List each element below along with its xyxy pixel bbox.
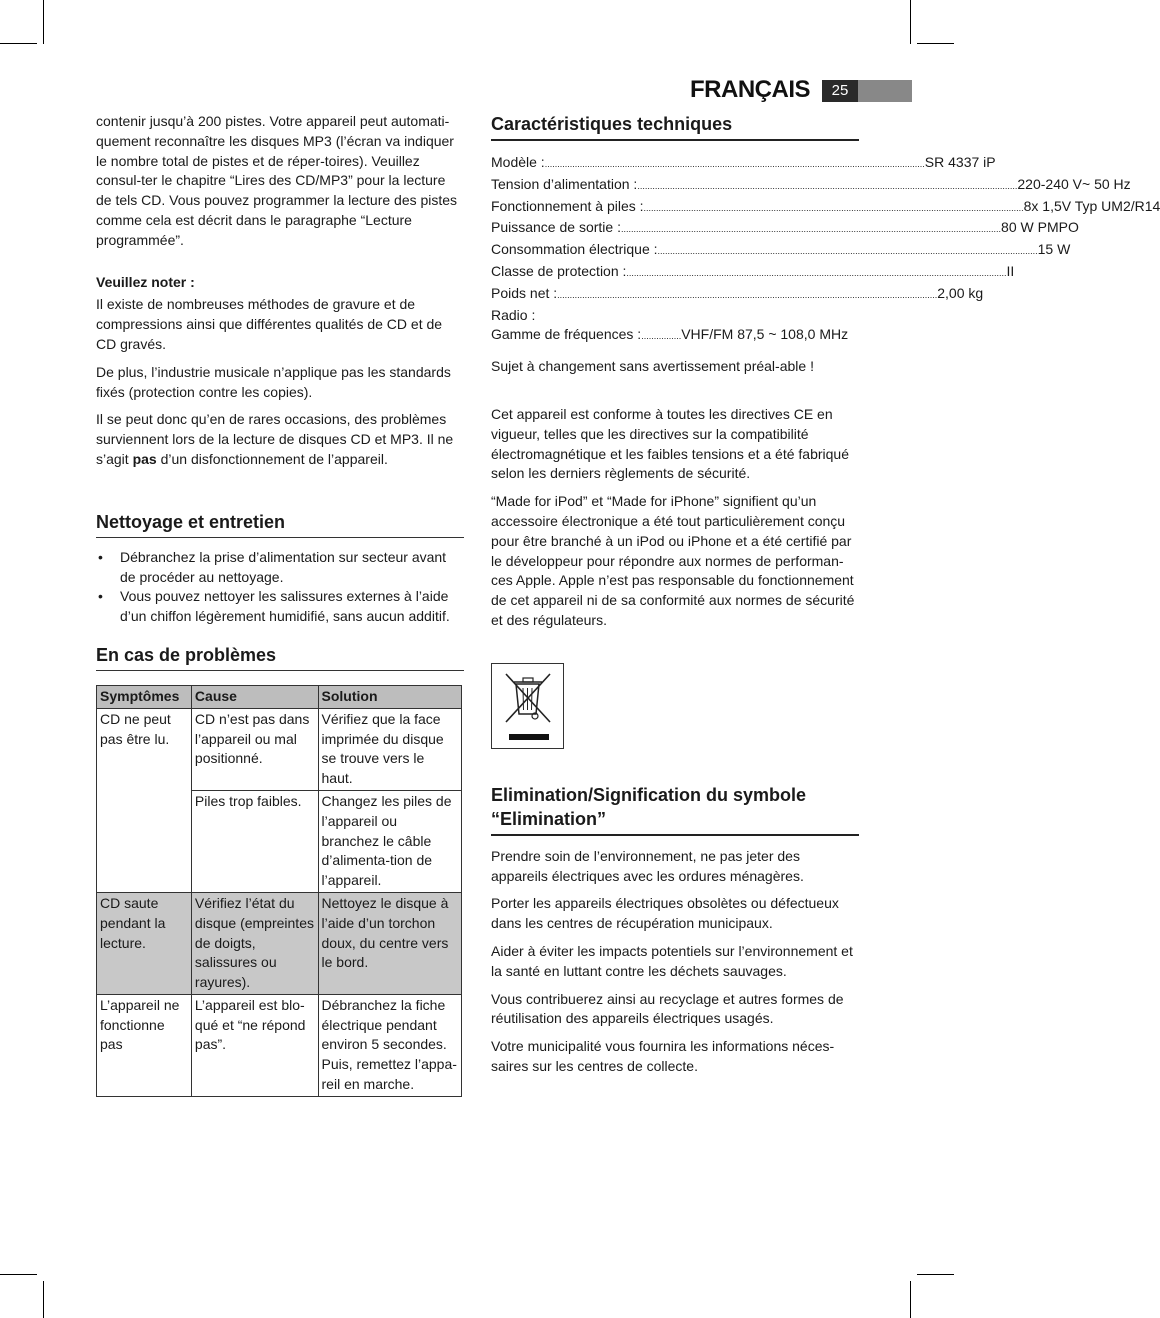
subject-to-change: Sujet à changement sans avertissement préal-able !	[491, 358, 814, 375]
note-paragraph-1: Il existe de nombreuses méthodes de gravure et de compressions ainsi que différentes qualités de CD et de CD gravés.	[96, 296, 443, 352]
crop-mark	[43, 1281, 44, 1318]
crop-mark	[910, 1281, 911, 1318]
specs-heading: Caractéristiques techniques	[491, 112, 859, 141]
cause-cell: Piles trop faibles.	[191, 790, 318, 892]
note-paragraph-3: Il se peut donc qu’en de rares occasions, des problèmes surviennent lors de la lecture de disques CD et MP3. Il ne s’agit pas d’un disfonctionnement de l’appareil.	[96, 411, 454, 467]
header-solution: Solution	[318, 685, 461, 708]
page-number: 25	[822, 80, 858, 102]
spec-row: Classe de protection : ........................................................................................................................................................ II	[491, 262, 1015, 279]
note-paragraph-2: De plus, l’industrie musicale n’applique pas les standards fixés (protection contre les copies).	[96, 363, 451, 400]
disposal-paragraph: Vous contribuerez ainsi au recyclage et autres formes de réutilisation des appareils électriques usagés.	[491, 990, 844, 1027]
intro-paragraph: contenir jusqu’à 200 pistes. Votre appareil peut automati-quement reconnaître les disques MP3 (l’écran va indiquer le nombre total de pistes et de réper-toires). Veuillez consul-ter le chapitre “Lires des CD/MP3” pour la lecture de tels CD. Vous pouvez programmer la lecture des pistes comme cela est décrit dans le paragraphe “Lecture programmée”.	[96, 113, 458, 248]
solution-cell: Changez les piles de l’appareil ou branchez le câble d’alimenta-tion de l’appareil.	[318, 790, 461, 892]
ipod-disclaimer: “Made for iPod” et “Made for iPhone” signifient qu’un accessoire électronique a été tout particulièrement conçu pour être branché à un iPod ou iPhone et a été certifié par le développeur pour répondre aux normes de performan-ces Apple. Apple n’est pas responsable du fonctionnement de cet appareil ni de sa conformité aux normes de sécurité et des régulateurs.	[491, 493, 855, 628]
spec-row: Consommation électrique : ........................................................................................................................................................ 15 W	[491, 241, 1071, 258]
crop-mark	[43, 0, 44, 44]
cause-cell: L’appareil est blo-qué et “ne répond pas”.	[191, 994, 318, 1096]
cause-cell: Vérifiez l’état du disque (empreintes de doigts, salissures ou rayures).	[191, 892, 318, 994]
solution-cell: Vérifiez que la face imprimée du disque se trouve vers le haut.	[318, 708, 461, 790]
left-column	[96, 112, 464, 1097]
language-heading: FRANÇAIS	[690, 76, 810, 103]
disposal-paragraph: Prendre soin de l’environnement, ne pas jeter des appareils électriques avec les ordures ménagères.	[491, 847, 804, 884]
table-row	[97, 708, 462, 790]
header-cause: Cause	[191, 685, 318, 708]
crop-mark	[910, 0, 911, 44]
disposal-heading: Elimination/Signification du symbole “Elimination”	[491, 783, 859, 836]
crop-mark	[0, 43, 37, 44]
spec-row: Modèle : ........................................................................................................................................................ SR 4337 iP	[491, 154, 996, 170]
spec-row: Fonctionnement à piles : ........................................................................................................................................................ 8x 1,5V Typ UM2/R14	[491, 197, 1160, 214]
solution-cell: Débranchez la fiche électrique pendant environ 5 secondes. Puis, remettez l’appa-reil en marche.	[318, 994, 461, 1096]
table-header-row	[97, 685, 462, 708]
header-bar	[858, 80, 912, 102]
crop-mark	[0, 1274, 37, 1275]
disposal-paragraph: Votre municipalité vous fournira les informations néces-saires sur les centres de collecte.	[491, 1038, 835, 1074]
spec-row: Tension d’alimentation : ........................................................................................................................................................ 220-240 V~ 50 Hz	[491, 175, 1131, 192]
table-row	[97, 892, 462, 994]
crop-mark	[917, 43, 954, 44]
specs-list	[491, 153, 1160, 347]
solution-cell: Nettoyez le disque à l’aide d’un torchon doux, du centre vers le bord.	[318, 892, 461, 994]
cleaning-list	[96, 548, 464, 627]
list-item: • Débranchez la prise d’alimentation sur secteur avant de procéder au nettoyage.	[98, 548, 447, 585]
symptom-cell: L’appareil ne fonctionne pas	[97, 994, 192, 1096]
right-column	[491, 112, 1160, 1085]
note-title: Veuillez noter :	[96, 273, 195, 290]
troubleshooting-heading: En cas de problèmes	[96, 643, 464, 671]
radio-label: Radio :	[491, 306, 536, 323]
table-row	[97, 994, 462, 1096]
ce-conformity: Cet appareil est conforme à toutes les directives CE en vigueur, telles que les directives sur la compatibilité électromagnétique et les faibles tensions et a été fabriqué selon les derniers règlements de sécurité.	[491, 405, 850, 482]
disposal-paragraph: Aider à éviter les impacts potentiels sur l’environnement et la santé en luttant contre les déchets sauvages.	[491, 942, 853, 979]
cleaning-heading: Nettoyage et entretien	[96, 510, 464, 538]
symptom-cell: CD ne peut pas être lu.	[97, 708, 192, 892]
crossed-out-wheelie-bin-icon	[491, 663, 564, 749]
frequency-row: Gamme de fréquences :................VHF/FM 87,5 ~ 108,0 MHz	[491, 326, 849, 343]
disposal-paragraph: Porter les appareils électriques obsolètes ou défectueux dans les centres de récupération municipaux.	[491, 895, 839, 932]
spec-row: Puissance de sortie : ........................................................................................................................................................ 80 W PMPO	[491, 219, 1079, 236]
header-symptoms: Symptômes	[97, 685, 192, 708]
symptom-cell: CD saute pendant la lecture.	[97, 892, 192, 994]
spec-row: Poids net : ........................................................................................................................................................ 2,00 kg	[491, 284, 984, 301]
crop-mark	[917, 1274, 954, 1275]
list-item: • Vous pouvez nettoyer les salissures externes à l’aide d’un chiffon légèrement humidifié, sans aucun additif.	[98, 588, 450, 625]
troubleshooting-table	[96, 685, 462, 1097]
cause-cell: CD n’est pas dans l’appareil ou mal positionné.	[191, 708, 318, 790]
